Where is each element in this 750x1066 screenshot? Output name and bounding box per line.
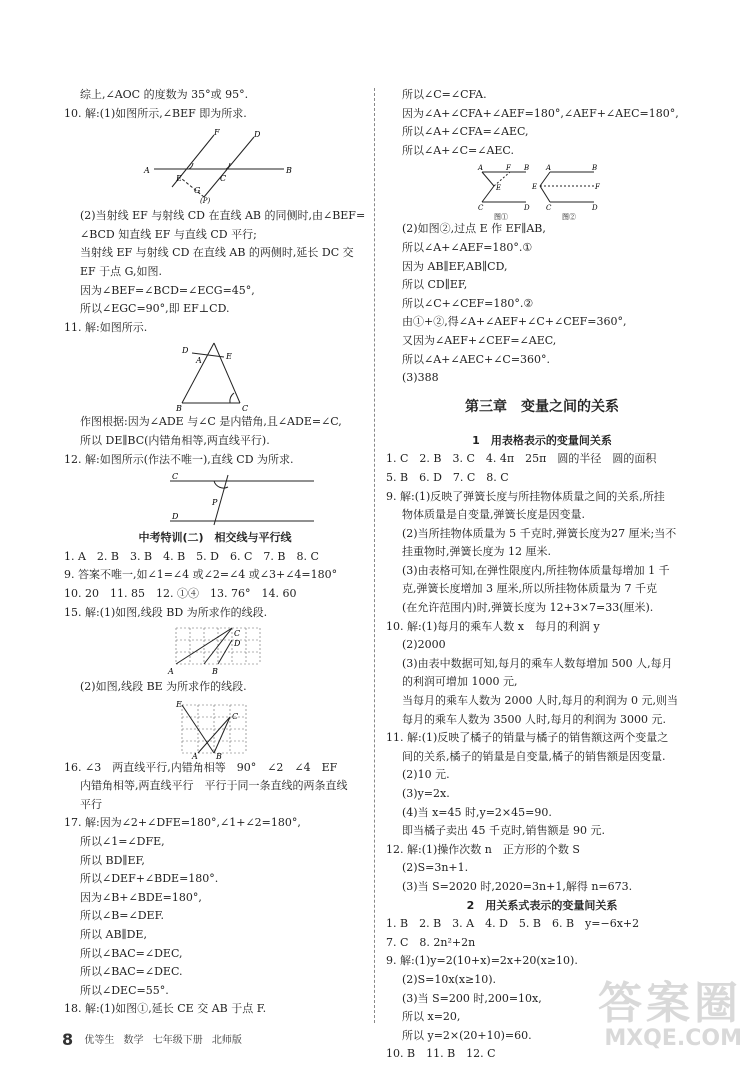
text-line: 7. C 8. 2n²+2n bbox=[386, 935, 476, 949]
text-line: 所以∠A+∠C=∠AEC. bbox=[402, 143, 514, 157]
text-line: 作图根据:因为∠ADE 与∠C 是内错角,且∠ADE=∠C, bbox=[80, 415, 342, 429]
figure-q18 bbox=[386, 164, 698, 220]
text-line: 挂重物时,弹簧长度为 12 厘米. bbox=[402, 545, 551, 559]
text-line: 9. 解:(1)反映了弹簧长度与所挂物体质量之间的关系,所挂 bbox=[386, 489, 665, 503]
figure-q15-2 bbox=[64, 701, 366, 759]
text-line: 16. ∠3 两直线平行,内错角相等 90° ∠2 ∠4 EF bbox=[64, 760, 338, 774]
text-line: 12. 解:如图所示(作法不唯一),直线 CD 为所求. bbox=[64, 452, 294, 466]
text-line: (4)当 x=45 时,y=2×45=90. bbox=[402, 805, 552, 819]
text-line: (3)由表中数据可知,每月的乘车人数每增加 500 人,每月 bbox=[402, 656, 673, 670]
text-line: 所以 AB∥DE, bbox=[80, 928, 147, 942]
page-footer bbox=[62, 1030, 248, 1050]
text-line: 所以∠A+∠AEF=180°.① bbox=[402, 240, 533, 254]
text-line: (2)10 元. bbox=[402, 768, 450, 782]
label: A bbox=[144, 166, 150, 176]
figure-18-2 bbox=[531, 164, 601, 220]
text-line: (2)当所挂物体质量为 5 千克时,弹簧长度为27 厘米;当不 bbox=[402, 526, 677, 540]
watermark-url: MXQE.COM bbox=[604, 1025, 742, 1051]
label: B bbox=[524, 164, 530, 173]
label: (P) bbox=[200, 197, 211, 206]
footer-item: 七年级下册 bbox=[152, 1035, 203, 1046]
text-line: 内错角相等,两直线平行 平行于同一条直线的两条直线 bbox=[80, 779, 348, 793]
figure-q15-1 bbox=[64, 626, 366, 678]
text-line: 所以∠A+∠AEC+∠C=360°. bbox=[402, 352, 551, 366]
label: B bbox=[176, 404, 182, 414]
figure-caption: 图② bbox=[562, 213, 576, 221]
text-line: 当每月的乘车人数为 2000 人时,每月的利润为 0 元,则当 bbox=[402, 694, 678, 708]
label: F bbox=[214, 128, 220, 138]
text-line: 所以∠EGC=90°,即 EF⊥CD. bbox=[80, 302, 230, 316]
text-line: 因为∠B+∠BDE=180°, bbox=[80, 890, 202, 904]
section-heading: 1 用表格表示的变量间关系 bbox=[472, 433, 612, 447]
label: D bbox=[524, 204, 530, 213]
text-line: 1. C 2. B 3. C 4. 4π 25π 圆的半径 圆的面积 bbox=[386, 452, 657, 466]
text-line: 所以 BD∥EF, bbox=[80, 853, 145, 867]
text-line: 11. 解:如图所示. bbox=[64, 320, 148, 334]
text-line: 所以 DE∥BC(内错角相等,两直线平行). bbox=[80, 433, 270, 447]
text-line: (2)S=3n+1. bbox=[402, 861, 469, 875]
chapter-title: 第三章 变量之间的关系 bbox=[465, 398, 619, 415]
text-line: 所以∠BAC=∠DEC. bbox=[80, 965, 183, 979]
text-line: 所以∠B=∠DEF. bbox=[80, 909, 164, 923]
text-line: (3)当 S=2020 时,2020=3n+1,解得 n=673. bbox=[402, 879, 633, 893]
text-line: 物体质量是自变量,弹簧长度是因变量. bbox=[402, 508, 585, 522]
figure-q12 bbox=[64, 473, 366, 529]
label: P bbox=[212, 498, 218, 508]
label: B bbox=[212, 667, 218, 677]
text-line: 所以 y=2×(20+10)=60. bbox=[402, 1028, 532, 1042]
label: A bbox=[546, 164, 552, 173]
footer-item: 数学 bbox=[123, 1035, 144, 1046]
label: C bbox=[232, 711, 239, 721]
column-divider bbox=[374, 88, 375, 1023]
section-heading: 2 用关系式表示的变量间关系 bbox=[466, 898, 618, 912]
text-line: 所以∠DEC=55°. bbox=[80, 983, 169, 997]
footer-item: 优等生 bbox=[84, 1035, 115, 1046]
text-line: 10. 解:(1)每月的乘车人数 x 每月的利润 y bbox=[386, 619, 600, 633]
text-line: (3)388 bbox=[402, 371, 439, 385]
text-line: (3)当 S=200 时,200=10x, bbox=[402, 991, 542, 1005]
text-line: 所以 CD∥EF, bbox=[402, 278, 468, 292]
text-line: (2)当射线 EF 与射线 CD 在直线 AB 的同侧时,由∠BEF= bbox=[80, 209, 366, 223]
label: D bbox=[172, 512, 179, 522]
label: E bbox=[496, 184, 502, 193]
label: C bbox=[234, 629, 241, 639]
text-line: (在允许范围内)时,弹簧长度为 12+3×7=33(厘米). bbox=[402, 601, 654, 615]
right-column bbox=[386, 88, 698, 1066]
text-line: 综上,∠AOC 的度数为 35°或 95°. bbox=[80, 88, 249, 101]
text-line: 12. 解:(1)操作次数 n 正方形的个数 S bbox=[386, 842, 580, 856]
text-line: 所以 x=20, bbox=[402, 1010, 461, 1024]
label: C bbox=[242, 404, 249, 414]
label: F bbox=[506, 164, 511, 173]
text-line: 1. B 2. B 3. A 4. D 5. B 6. B y=−6x+2 bbox=[386, 917, 640, 931]
left-column bbox=[64, 88, 366, 1021]
text-line: (2)2000 bbox=[402, 638, 446, 652]
text-line: (3)由表格可知,在弹性限度内,所挂物体质量每增加 1 千 bbox=[402, 563, 670, 577]
label: A bbox=[192, 751, 198, 759]
label: F bbox=[595, 183, 600, 192]
text-line: EF 于点 G,如图. bbox=[80, 264, 163, 278]
text-line: 所以∠C=∠CFA. bbox=[402, 88, 487, 101]
text-line: (3)y=2x. bbox=[402, 787, 450, 800]
label: C bbox=[478, 204, 484, 213]
text-line: 15. 解:(1)如图,线段 BD 为所求作的线段. bbox=[64, 605, 268, 619]
label: C bbox=[546, 204, 552, 213]
text-line: 又因为∠AEF+∠CEF=∠AEC, bbox=[402, 333, 557, 347]
text-line: 当射线 EF 与射线 CD 在直线 AB 的两侧时,延长 DC 交 bbox=[80, 246, 354, 260]
text-line: 所以∠BAC=∠DEC, bbox=[80, 946, 183, 960]
text-line: 11. 解:(1)反映了橘子的销量与橘子的销售额这两个变量之 bbox=[386, 731, 669, 745]
figure-q10 bbox=[64, 127, 366, 207]
text-line: 每月的乘车人数为 3500 人时,每月的利润为 3000 元. bbox=[402, 712, 666, 726]
page-number: 8 bbox=[62, 1030, 74, 1049]
text-line: 10. 解:(1)如图所示,∠BEF 即为所求. bbox=[64, 106, 247, 120]
text-line: 因为∠BEF=∠BCD=∠ECG=45°, bbox=[80, 283, 255, 297]
text-line: 由①+②,得∠A+∠AEF+∠C+∠CEF=360°, bbox=[402, 315, 627, 329]
text-line: 所以∠DEF+∠BDE=180°. bbox=[80, 872, 219, 886]
text-line: (2)如图,线段 BE 为所求作的线段. bbox=[80, 680, 247, 694]
label: G bbox=[194, 186, 201, 196]
label: B bbox=[216, 751, 222, 759]
label: D bbox=[592, 204, 598, 213]
figure-q11 bbox=[64, 341, 366, 413]
text-line: 1. A 2. B 3. B 4. B 5. D 6. C 7. B 8. C bbox=[64, 549, 319, 563]
text-line: 10. 20 11. 85 12. ①④ 13. 76° 14. 60 bbox=[64, 586, 297, 600]
label: D bbox=[182, 346, 189, 356]
text-line: 所以∠1=∠DFE, bbox=[80, 835, 165, 849]
label: C bbox=[220, 174, 227, 184]
text-line: 间的关系,橘子的销量是自变量,橘子的销售额是因变量. bbox=[402, 749, 666, 763]
label: A bbox=[478, 164, 484, 173]
watermark bbox=[598, 976, 742, 1053]
text-line: 9. 解:(1)y=2(10+x)=2x+20(x≥10). bbox=[386, 954, 578, 968]
text-line: 所以∠A+∠CFA=∠AEC, bbox=[402, 125, 529, 139]
text-line: ∠BCD 知直线 EF 与直线 CD 平行; bbox=[80, 227, 257, 241]
footer-item: 北师版 bbox=[211, 1035, 242, 1046]
label: E bbox=[532, 183, 538, 192]
text-line: 的利润可增加 1000 元, bbox=[402, 675, 518, 689]
text-line: 克,弹簧长度增加 3 厘米,所以所挂物体质量为 7 千克 bbox=[402, 582, 657, 596]
text-line: 因为∠A+∠CFA+∠AEF=180°,∠AEF+∠AEC=180°, bbox=[402, 106, 679, 120]
section-heading: 中考特训(二) 相交线与平行线 bbox=[138, 531, 292, 545]
text-line: 所以∠C+∠CEF=180°.② bbox=[402, 296, 534, 310]
text-line: (2)S=10x(x≥10). bbox=[402, 972, 497, 986]
label: D bbox=[234, 639, 241, 649]
label: A bbox=[196, 356, 202, 366]
text-line: 18. 解:(1)如图①,延长 CE 交 AB 于点 F. bbox=[64, 1002, 267, 1016]
text-line: 17. 解:因为∠2+∠DFE=180°,∠1+∠2=180°, bbox=[64, 816, 301, 830]
text-line: 即当橘子卖出 45 千克时,销售额是 90 元. bbox=[402, 824, 605, 838]
watermark-text: 答案圈 bbox=[598, 977, 742, 1029]
label: E bbox=[176, 700, 182, 709]
label: C bbox=[172, 473, 179, 482]
text-line: (2)如图②,过点 E 作 EF∥AB, bbox=[402, 222, 546, 236]
label: D bbox=[254, 130, 261, 140]
label: E bbox=[226, 352, 232, 362]
label: E bbox=[176, 174, 182, 184]
text-line: 因为 AB∥EF,AB∥CD, bbox=[402, 259, 508, 273]
text-line: 平行 bbox=[80, 797, 102, 811]
figure-18-1 bbox=[477, 164, 530, 220]
label: A bbox=[168, 667, 174, 677]
label: B bbox=[286, 166, 292, 176]
figure-caption: 图① bbox=[494, 213, 508, 221]
label: B bbox=[592, 164, 598, 173]
text-line: 10. B 11. B 12. C bbox=[386, 1047, 496, 1061]
text-line: 5. B 6. D 7. C 8. C bbox=[386, 470, 509, 484]
text-line: 9. 答案不唯一,如∠1=∠4 或∠2=∠4 或∠3+∠4=180° bbox=[64, 568, 338, 582]
